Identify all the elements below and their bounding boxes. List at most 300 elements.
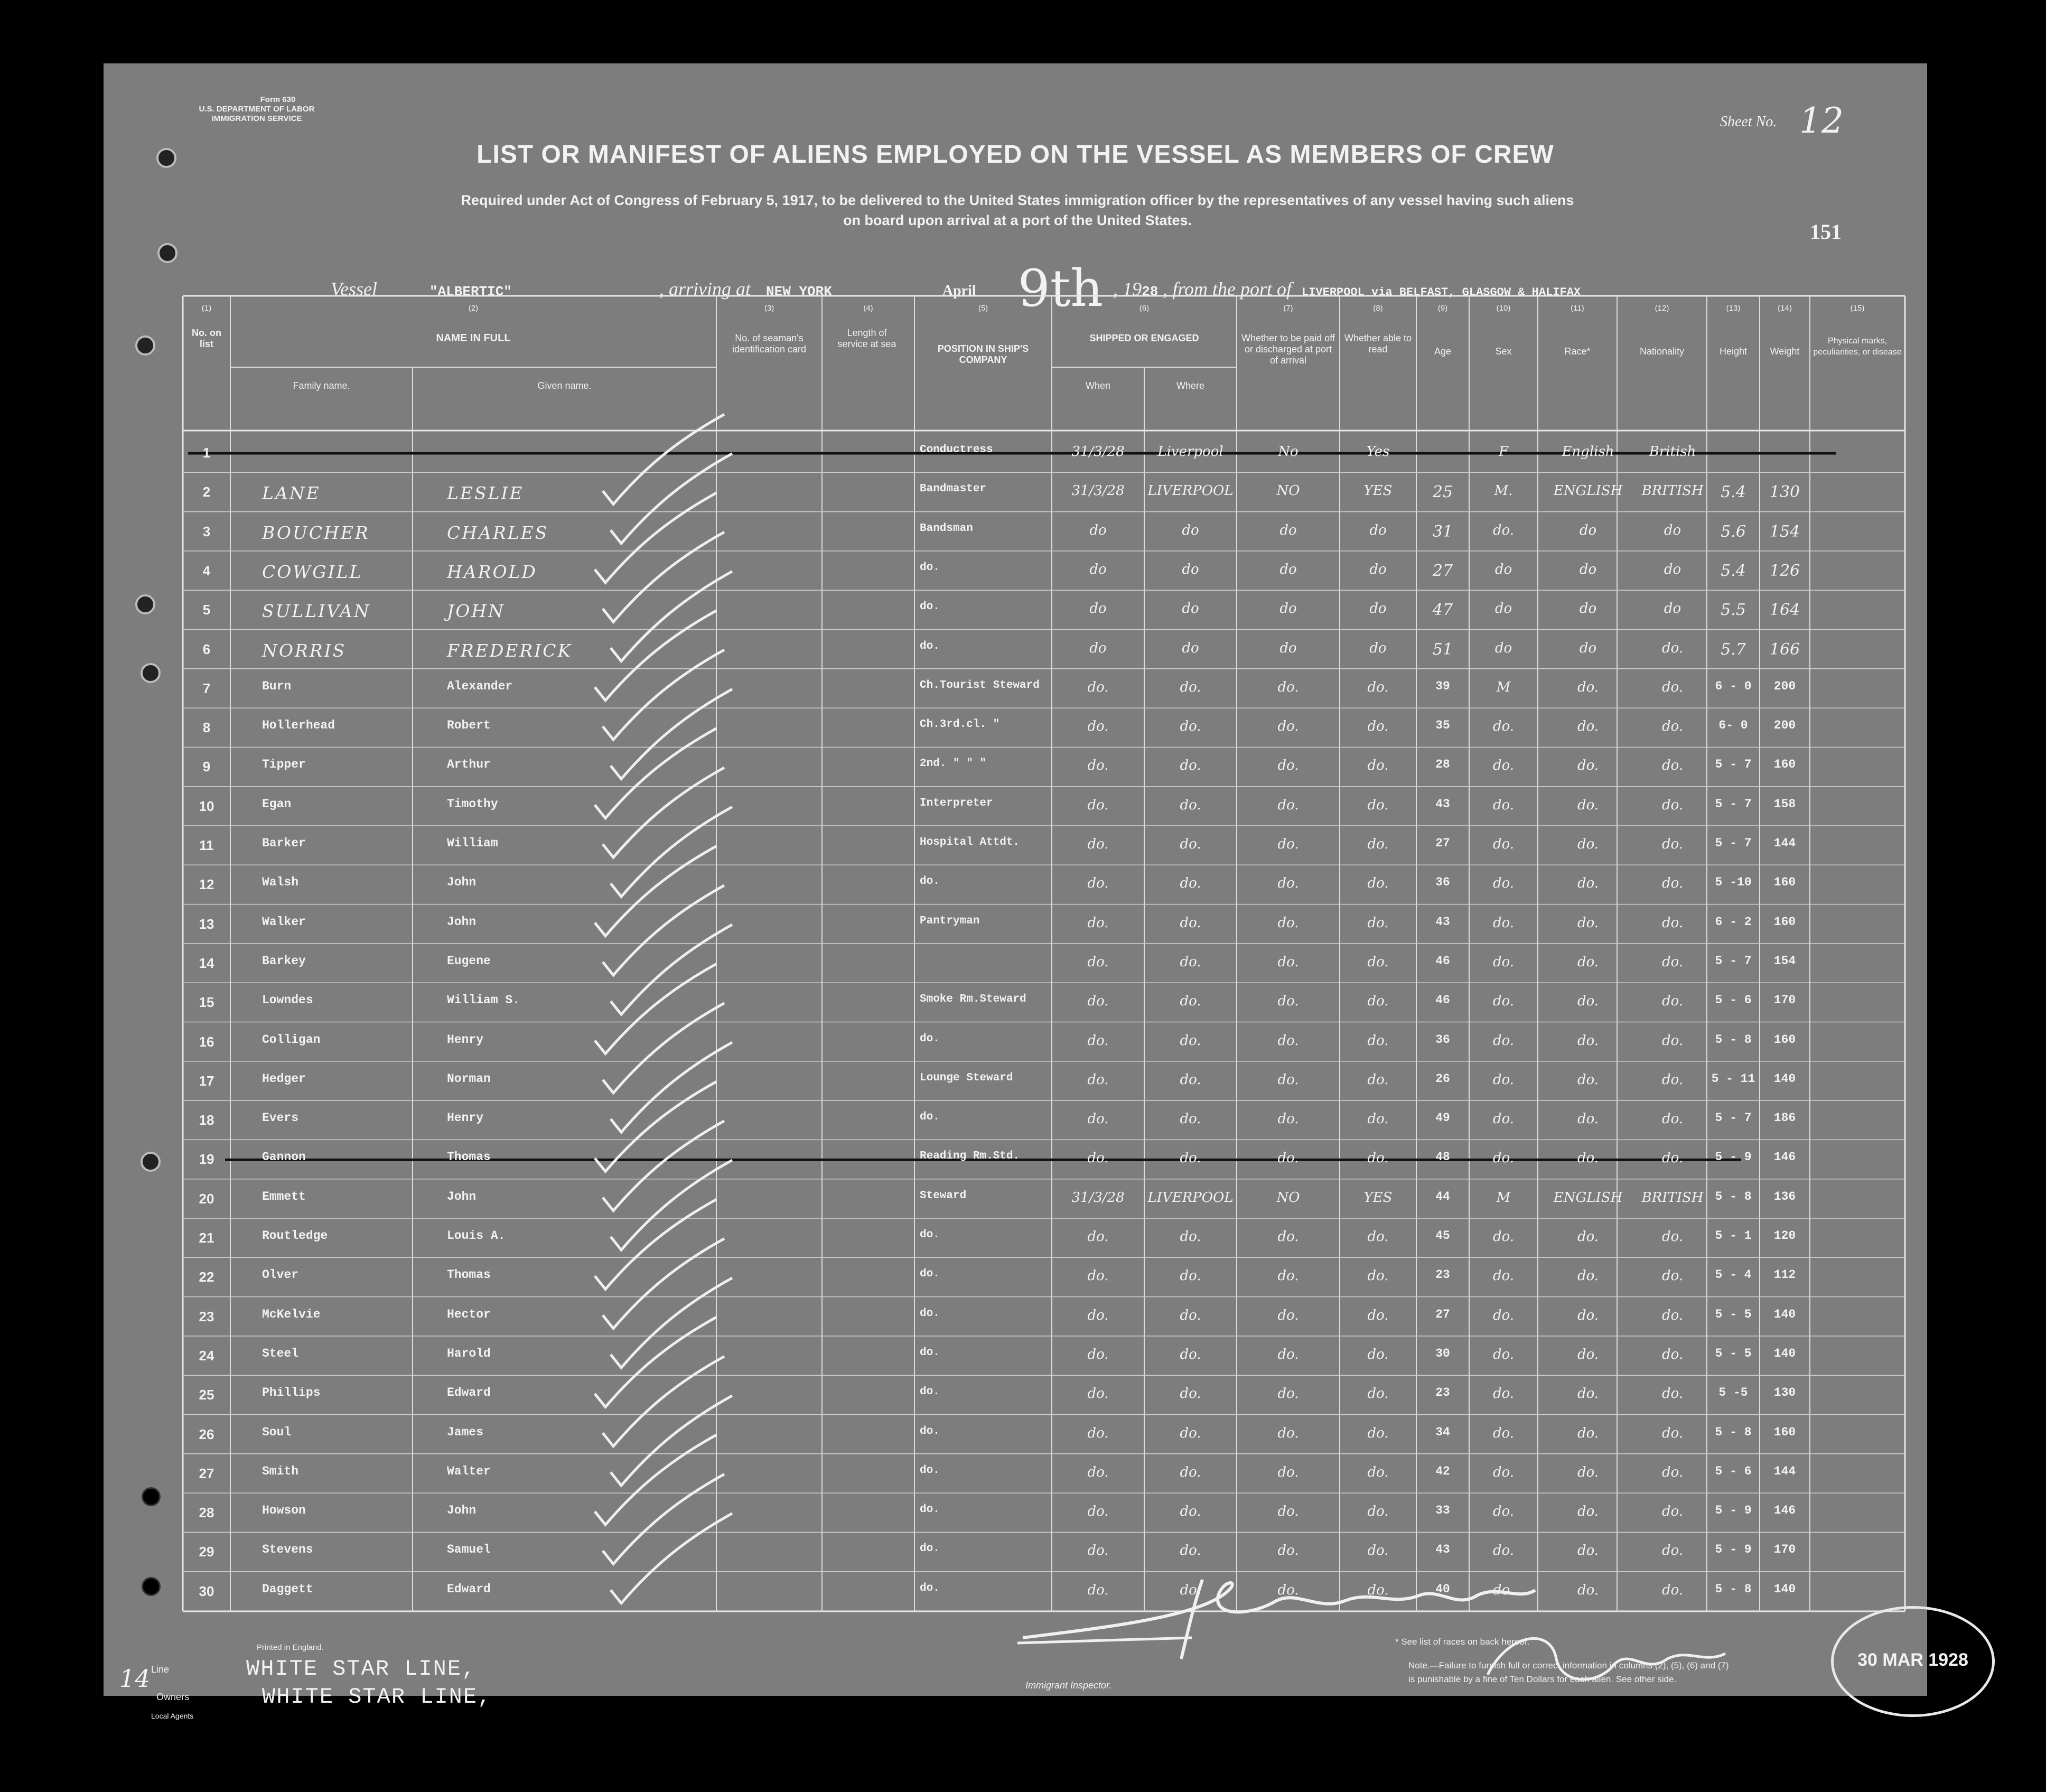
nationality-cell: do. — [1661, 1464, 1684, 1480]
check-mark — [603, 885, 724, 975]
form-service: IMMIGRATION SERVICE — [211, 114, 302, 123]
shipped-when-cell: do. — [1087, 1268, 1109, 1284]
race-cell: ENGLISH — [1553, 1189, 1623, 1206]
given-name-cell: Thomas — [447, 1268, 491, 1282]
height-cell: 5 - 4 — [1715, 1268, 1752, 1282]
race-cell: do. — [1577, 1582, 1599, 1598]
given-name-cell: John — [447, 1189, 477, 1203]
paid-off-cell: do. — [1277, 679, 1299, 695]
able-to-read-cell: do. — [1367, 758, 1389, 774]
height-cell: 5 -10 — [1715, 875, 1752, 890]
owners-value: WHITE STAR LINE, — [262, 1684, 492, 1710]
age-cell: 27 — [1432, 561, 1453, 580]
age-cell: 49 — [1435, 1111, 1450, 1125]
check-mark — [603, 1121, 724, 1211]
family-name-cell: Stevens — [262, 1543, 313, 1557]
paid-off-cell: do. — [1277, 1346, 1299, 1362]
row-number: 23 — [199, 1308, 214, 1324]
row-number: 25 — [199, 1387, 214, 1403]
form-department: U.S. DEPARTMENT OF LABOR — [199, 105, 315, 114]
col7-header: Whether to be paid off or discharged at port of arrival — [1241, 333, 1335, 366]
height-cell: 5 - 6 — [1715, 993, 1752, 1007]
given-name-cell: Timothy — [447, 797, 498, 811]
position-cell: Hospital Attdt. — [920, 836, 1020, 848]
nationality-cell: do. — [1661, 797, 1684, 813]
sex-cell: do — [1494, 561, 1512, 577]
sheet-no-label: Sheet No. — [1720, 114, 1777, 130]
given-name-cell: Eugene — [447, 954, 491, 968]
position-cell: do. — [920, 1346, 940, 1359]
row-number: 10 — [199, 798, 214, 814]
arrival-port: NEW YORK — [766, 284, 832, 300]
row-number: 21 — [199, 1230, 214, 1246]
race-cell: do. — [1577, 1346, 1599, 1362]
manifest-sheet — [104, 63, 1968, 1720]
shipped-when-cell: do — [1089, 561, 1107, 577]
nationality-cell: do — [1664, 522, 1681, 538]
height-cell: 5 - 9 — [1715, 1504, 1752, 1518]
shipped-where-cell: do. — [1180, 1504, 1201, 1520]
sex-cell: do. — [1492, 1582, 1515, 1598]
age-cell: 46 — [1435, 954, 1450, 968]
inspector-label: Immigrant Inspector. — [1025, 1680, 1112, 1691]
check-mark — [611, 454, 732, 544]
paid-off-cell: do. — [1277, 1268, 1299, 1284]
shipped-when-cell: do. — [1087, 758, 1109, 774]
able-to-read-cell: do. — [1367, 836, 1389, 852]
paid-off-cell: do. — [1277, 1543, 1299, 1559]
col1-number: (1) — [201, 304, 212, 313]
row-number: 11 — [199, 837, 214, 853]
able-to-read-cell: do. — [1367, 797, 1389, 813]
age-cell: 46 — [1435, 993, 1450, 1007]
check-mark — [603, 1357, 724, 1446]
height-cell: 6 - 2 — [1715, 914, 1752, 929]
sex-cell: do. — [1492, 1150, 1515, 1166]
form-number: Form 630 — [260, 95, 296, 104]
row-number: 30 — [199, 1583, 214, 1599]
nationality-cell: do. — [1661, 679, 1684, 695]
position-cell: Bandsman — [920, 522, 973, 535]
family-name-cell: Phillips — [262, 1386, 321, 1400]
weight-cell: 140 — [1773, 1346, 1796, 1360]
col15-number: (15) — [1850, 304, 1865, 313]
check-mark — [611, 807, 732, 897]
race-cell: do. — [1577, 875, 1599, 892]
sex-cell: do. — [1492, 954, 1515, 970]
weight-cell: 200 — [1773, 679, 1796, 693]
nationality-cell: do. — [1661, 1268, 1684, 1284]
col8-number: (8) — [1373, 304, 1383, 313]
given-name-cell: Arthur — [447, 758, 491, 772]
shipped-where-cell: do. — [1180, 1268, 1201, 1284]
weight-cell: 146 — [1773, 1504, 1796, 1518]
sex-cell: do. — [1492, 1346, 1515, 1362]
position-cell: Interpreter — [920, 797, 993, 809]
weight-cell: 120 — [1773, 1229, 1796, 1243]
year-label: , 19 — [1113, 278, 1142, 300]
position-cell: Ch.Tourist Steward — [920, 679, 1040, 692]
age-cell: 43 — [1435, 914, 1450, 929]
family-name-cell: SULLIVAN — [262, 601, 371, 622]
col3-header: No. of seaman's identification card — [732, 333, 807, 354]
height-cell: 5 - 5 — [1715, 1307, 1752, 1321]
shipped-when-cell: do. — [1087, 1464, 1109, 1480]
given-name-cell: John — [447, 914, 477, 929]
sex-cell: do. — [1492, 1425, 1515, 1441]
subtitle-line-2: on board upon arrival at a port of the United States. — [843, 212, 1192, 228]
race-cell: do. — [1577, 1229, 1599, 1245]
family-name-cell: COWGILL — [262, 561, 363, 582]
row-number: 1 — [202, 445, 211, 461]
race-cell: do. — [1577, 1464, 1599, 1480]
nationality-cell: do. — [1661, 640, 1684, 656]
col12-number: (12) — [1655, 304, 1669, 313]
sex-cell: do. — [1492, 1543, 1515, 1559]
paid-off-cell: do. — [1277, 954, 1299, 970]
height-cell: 5 - 7 — [1715, 758, 1752, 772]
race-cell: do — [1579, 561, 1597, 577]
arriving-label: , arriving at — [659, 278, 751, 300]
race-cell: do — [1579, 640, 1597, 656]
row-number: 24 — [199, 1347, 214, 1364]
sex-cell: do. — [1492, 1268, 1515, 1284]
row-number: 17 — [199, 1072, 214, 1089]
row-number: 9 — [202, 759, 211, 775]
weight-cell: 170 — [1773, 993, 1796, 1007]
weight-cell: 160 — [1773, 914, 1796, 929]
check-mark — [603, 1003, 724, 1093]
shipped-where-cell: do — [1182, 561, 1199, 577]
shipped-where-cell: do. — [1180, 1386, 1201, 1402]
family-name-cell: Smith — [262, 1464, 299, 1478]
nationality-cell: do — [1664, 561, 1681, 577]
family-name-cell: LANE — [262, 483, 321, 504]
shipped-where-cell: do. — [1180, 1111, 1201, 1127]
shipped-where-cell: do. — [1180, 797, 1201, 813]
race-cell: do. — [1577, 758, 1599, 774]
nationality-cell: do. — [1661, 1032, 1684, 1049]
paid-off-cell: do — [1279, 522, 1297, 538]
shipped-where-header: Where — [1176, 380, 1204, 391]
nationality-cell: do. — [1661, 1307, 1684, 1323]
col4-header: Length of service at sea — [837, 328, 896, 349]
check-mark — [611, 572, 732, 661]
paid-off-cell: do. — [1277, 1582, 1299, 1598]
family-name-cell: Walsh — [262, 875, 299, 890]
able-to-read-cell: do. — [1367, 1307, 1389, 1323]
check-mark — [611, 1278, 732, 1368]
nationality-cell: do. — [1661, 875, 1684, 892]
weight-cell: 160 — [1773, 1425, 1796, 1439]
position-cell: Lounge Steward — [920, 1071, 1013, 1084]
given-name-cell: JOHN — [447, 601, 505, 622]
given-name-cell: CHARLES — [447, 522, 549, 543]
shipped-when-cell: do. — [1087, 836, 1109, 852]
row-number: 2 — [202, 484, 211, 500]
shipped-when-cell: 31/3/28 — [1071, 444, 1125, 460]
given-name-cell: LESLIE — [447, 483, 524, 504]
position-cell: Pantryman — [920, 914, 980, 927]
race-cell: do. — [1577, 993, 1599, 1010]
check-mark — [611, 689, 732, 779]
weight-cell: 154 — [1773, 954, 1796, 968]
paid-off-cell: do. — [1277, 1111, 1299, 1127]
row-number: 3 — [202, 523, 211, 539]
shipped-when-header: When — [1085, 380, 1111, 391]
given-name-cell: Samuel — [447, 1543, 491, 1557]
given-name-cell: Henry — [447, 1032, 484, 1047]
shipped-where-cell: do. — [1180, 1150, 1201, 1166]
family-name-cell: Hedger — [262, 1071, 306, 1086]
age-cell: 40 — [1435, 1582, 1450, 1596]
weight-cell: 130 — [1773, 1386, 1796, 1400]
able-to-read-cell: do — [1369, 601, 1387, 617]
paid-off-cell: do. — [1277, 1504, 1299, 1520]
vessel-name: "ALBERTIC" — [429, 284, 512, 300]
check-mark — [603, 532, 724, 622]
age-cell: 30 — [1435, 1346, 1450, 1360]
family-name-cell: Colligan — [262, 1032, 321, 1047]
weight-cell: 140 — [1773, 1307, 1796, 1321]
nationality-cell: do. — [1661, 1543, 1684, 1559]
weight-cell: 164 — [1769, 601, 1800, 620]
height-cell: 6 - 0 — [1715, 679, 1752, 693]
shipped-where-cell: do. — [1180, 1582, 1201, 1598]
weight-cell: 146 — [1773, 1150, 1796, 1164]
paid-off-cell: do. — [1277, 1071, 1299, 1088]
able-to-read-cell: do. — [1367, 954, 1389, 970]
height-cell: 5.5 — [1721, 601, 1746, 620]
shipped-when-cell: do. — [1087, 679, 1109, 695]
col8-header: Whether able to read — [1344, 333, 1412, 354]
able-to-read-cell: Yes — [1366, 444, 1390, 460]
age-cell: 43 — [1435, 1543, 1450, 1557]
family-name-header: Family name. — [293, 380, 350, 391]
check-mark — [603, 768, 724, 857]
able-to-read-cell: YES — [1363, 1189, 1393, 1206]
weight-cell: 160 — [1773, 875, 1796, 890]
family-name-cell: Barkey — [262, 954, 306, 968]
race-cell: do. — [1577, 1307, 1599, 1323]
line-value: WHITE STAR LINE, — [246, 1656, 477, 1682]
shipped-where-cell: do. — [1180, 758, 1201, 774]
row-number: 28 — [199, 1505, 214, 1521]
sex-cell: do. — [1492, 1307, 1515, 1323]
position-cell: Steward — [920, 1189, 967, 1202]
weight-cell: 170 — [1773, 1543, 1796, 1557]
paid-off-cell: do. — [1277, 718, 1299, 735]
shipped-when-cell: do. — [1087, 1307, 1109, 1323]
shipped-when-cell: do. — [1087, 1582, 1109, 1598]
row-number: 14 — [199, 955, 214, 971]
col3-number: (3) — [764, 304, 774, 313]
note-races: * See list of races on back hereof. — [1395, 1637, 1530, 1647]
height-cell: 5 - 7 — [1715, 836, 1752, 850]
family-name-cell: Daggett — [262, 1582, 313, 1596]
sex-cell: do. — [1492, 1504, 1515, 1520]
race-cell: do. — [1577, 718, 1599, 735]
shipped-when-cell: do — [1089, 601, 1107, 617]
shipped-when-cell: do. — [1087, 954, 1109, 970]
shipped-when-cell: do. — [1087, 1150, 1109, 1166]
check-mark — [611, 1514, 732, 1603]
paid-off-cell: do. — [1277, 1386, 1299, 1402]
height-cell: 5 - 7 — [1715, 954, 1752, 968]
able-to-read-cell: YES — [1363, 483, 1393, 499]
position-cell: do. — [920, 1229, 940, 1241]
given-name-cell: Harold — [447, 1346, 491, 1360]
paid-off-cell: do — [1279, 601, 1297, 617]
shipped-when-cell: do. — [1087, 1032, 1109, 1049]
age-cell: 23 — [1435, 1268, 1450, 1282]
row-number: 20 — [199, 1190, 214, 1207]
height-cell: 5 - 7 — [1715, 1111, 1752, 1125]
nationality-cell: do. — [1661, 1071, 1684, 1088]
weight-cell: 166 — [1769, 640, 1800, 659]
height-cell: 5 - 5 — [1715, 1346, 1752, 1360]
race-cell: do. — [1577, 1504, 1599, 1520]
weight-cell: 200 — [1773, 718, 1796, 733]
height-cell: 5 - 1 — [1715, 1229, 1752, 1243]
family-name-cell: McKelvie — [262, 1307, 321, 1321]
col1-header: No. on list — [192, 328, 221, 349]
col13-header: Height — [1719, 346, 1748, 357]
given-name-cell: John — [447, 1504, 477, 1518]
family-name-cell: Soul — [262, 1425, 292, 1439]
owners-label: Owners — [156, 1692, 190, 1702]
sex-cell: do. — [1492, 1071, 1515, 1088]
col7-number: (7) — [1283, 304, 1293, 313]
row-number: 16 — [199, 1033, 214, 1050]
given-name-cell: James — [447, 1425, 484, 1439]
row-number: 13 — [199, 916, 214, 932]
shipped-when-cell: do. — [1087, 1071, 1109, 1088]
weight-cell: 130 — [1769, 483, 1800, 502]
family-name-cell: Olver — [262, 1268, 299, 1282]
paid-off-cell: do. — [1277, 758, 1299, 774]
sex-cell: do — [1494, 640, 1512, 656]
col5-number: (5) — [978, 304, 988, 313]
race-cell: English — [1562, 444, 1614, 460]
family-name-cell: Howson — [262, 1504, 306, 1518]
family-name-cell: Evers — [262, 1111, 299, 1125]
sex-cell: do. — [1492, 797, 1515, 813]
height-cell: 5 - 8 — [1715, 1582, 1752, 1596]
paid-off-cell: do. — [1277, 993, 1299, 1010]
race-cell: do. — [1577, 1425, 1599, 1441]
height-cell: 6- 0 — [1718, 718, 1748, 733]
check-mark — [603, 414, 724, 504]
col12-header: Nationality — [1639, 346, 1685, 357]
race-cell: do. — [1577, 914, 1599, 931]
col9-header: Age — [1434, 346, 1452, 357]
position-cell: do. — [920, 1582, 940, 1594]
paid-off-cell: do. — [1277, 1229, 1299, 1245]
row-number: 26 — [199, 1426, 214, 1442]
family-name-cell: Lowndes — [262, 993, 313, 1007]
paid-off-cell: NO — [1276, 483, 1300, 499]
shipped-where-cell: do. — [1180, 1464, 1201, 1480]
given-name-header: Given name. — [537, 380, 592, 391]
sheet-no-value: 12 — [1799, 100, 1844, 141]
row-number: 15 — [199, 994, 214, 1011]
nationality-cell: do — [1664, 601, 1681, 617]
height-cell: 5 - 6 — [1715, 1464, 1752, 1478]
height-cell: 5 - 9 — [1715, 1150, 1752, 1164]
able-to-read-cell: do. — [1367, 1464, 1389, 1480]
family-name-cell: Egan — [262, 797, 292, 811]
able-to-read-cell: do. — [1367, 1346, 1389, 1362]
age-cell: 33 — [1435, 1504, 1450, 1518]
position-cell: do. — [920, 1032, 940, 1045]
able-to-read-cell: do. — [1367, 914, 1389, 931]
age-cell: 51 — [1432, 640, 1453, 659]
nationality-cell: do. — [1661, 718, 1684, 735]
sex-cell: do. — [1492, 758, 1515, 774]
family-name-cell: Tipper — [262, 758, 306, 772]
date-stamp — [1831, 1606, 1995, 1717]
paid-off-cell: do. — [1277, 1425, 1299, 1441]
col6-number: (6) — [1139, 304, 1150, 313]
able-to-read-cell: do. — [1367, 1150, 1389, 1166]
shipped-where-cell: do. — [1180, 679, 1201, 695]
nationality-cell: do. — [1661, 1346, 1684, 1362]
able-to-read-cell: do. — [1367, 1268, 1389, 1284]
nationality-cell: do. — [1661, 1504, 1684, 1520]
sex-cell: do. — [1492, 875, 1515, 892]
given-name-cell: Robert — [447, 718, 491, 733]
row-number: 29 — [199, 1544, 214, 1560]
family-name-cell: Hollerhead — [262, 718, 335, 733]
age-cell: 27 — [1435, 836, 1450, 850]
nationality-cell: do. — [1661, 914, 1684, 931]
shipped-where-cell: do. — [1180, 1307, 1201, 1323]
shipped-where-cell: do. — [1180, 1543, 1201, 1559]
position-cell: Bandmaster — [920, 483, 987, 496]
sex-cell: do. — [1492, 914, 1515, 931]
sex-cell: do. — [1492, 718, 1515, 735]
able-to-read-cell: do. — [1367, 1229, 1389, 1245]
nationality-cell: do. — [1661, 1111, 1684, 1127]
age-cell: 25 — [1432, 483, 1453, 502]
able-to-read-cell: do. — [1367, 1504, 1389, 1520]
shipped-where-cell: do. — [1180, 836, 1201, 852]
weight-cell: 160 — [1773, 758, 1796, 772]
secondary-signature — [1477, 1611, 1741, 1696]
paid-off-cell: do. — [1277, 914, 1299, 931]
row-number: 5 — [202, 602, 211, 618]
arrival-year: 28 — [1142, 284, 1159, 300]
position-cell: do. — [920, 1543, 940, 1555]
printed-in-england: Printed in England. — [257, 1643, 324, 1652]
sex-cell: do. — [1492, 1386, 1515, 1402]
page-number: 151 — [1810, 220, 1842, 244]
sex-cell: M — [1496, 1189, 1511, 1206]
shipped-where-cell: do. — [1180, 718, 1201, 735]
height-cell: 5 - 8 — [1715, 1032, 1752, 1047]
height-cell: 5 - 7 — [1715, 797, 1752, 811]
shipped-where-cell: do — [1182, 522, 1199, 538]
position-cell: Reading Rm.Std. — [920, 1150, 1020, 1163]
paid-off-cell: do. — [1277, 1150, 1299, 1166]
shipped-where-cell: do. — [1180, 954, 1201, 970]
position-cell: do. — [920, 601, 940, 613]
local-agents-label: Local Agents — [151, 1712, 194, 1720]
row-number: 12 — [199, 876, 214, 893]
position-cell: do. — [920, 1464, 940, 1477]
check-mark — [603, 1239, 724, 1329]
